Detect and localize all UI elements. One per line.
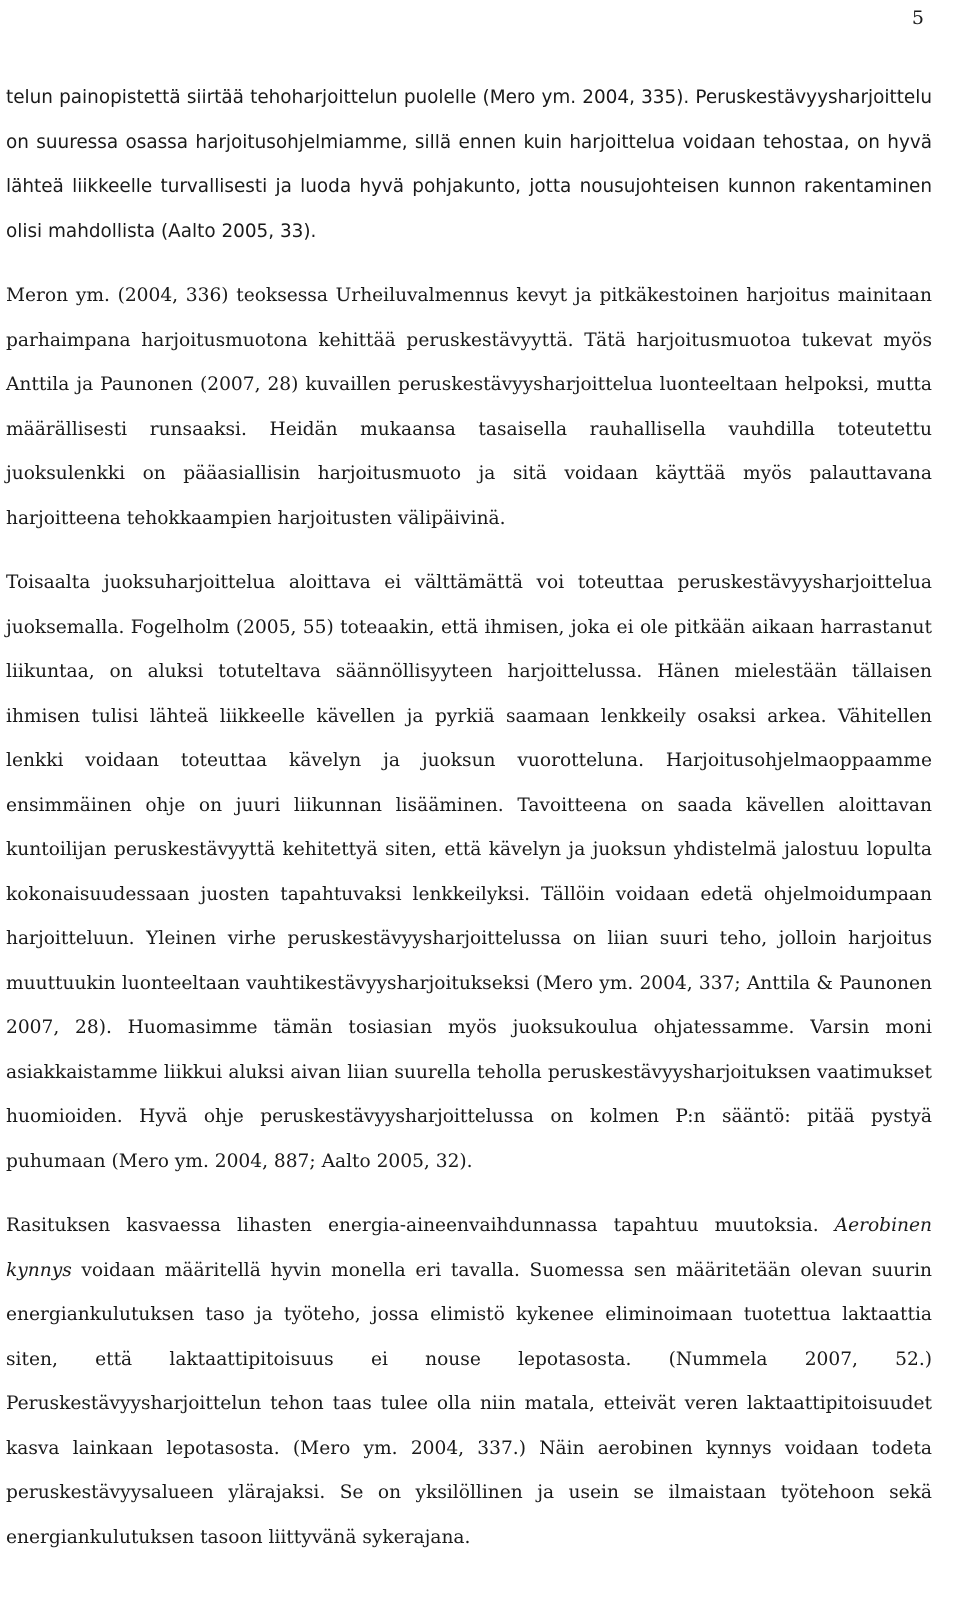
paragraph-4 — [6, 1204, 932, 1560]
paragraph-4-before: Rasituksen kasvaessa lihasten energia-aineenvaihdunnassa tapahtuu muutoksia. — [6, 1215, 835, 1236]
term-aerobinen-kynnys: Aerobinen kynnys — [6, 1215, 932, 1281]
paragraph-2: Meron ym. (2004, 336) teoksessa Urheiluvalmennus kevyt ja pitkäkestoinen harjoitus mainitaan parhaimpana harjoitusmuotona kehittää peruskestävyyttä. Tätä harjoitusmuotoa tukevat myös Anttila ja Paunonen (2007, 28) kuvaillen peruskestävyysharjoittelua luonteeltaan helpoksi, mutta määrällisesti runsaaksi. Heidän mukaansa tasaisella rauhallisella vauhdilla toteutettu juoksulenkki on pääasiallisin harjoitusmuoto ja sitä voidaan käyttää myös palauttavana harjoitteena tehokkaampien harjoitusten välipäivinä. — [6, 285, 932, 529]
document-body — [6, 76, 932, 1560]
paragraph-4-after: voidaan määritellä hyvin monella eri tavalla. Suomessa sen määritetään olevan suurin energiankulutuksen taso ja työteho, jossa elimistö kykenee eliminoimaan tuotettua laktaattia siten, että laktaattipitoisuus ei nouse lepotasosta. (Nummela 2007, 52.) Peruskestävyysharjoittelun tehon taas tulee olla niin matala, etteivät veren laktaattipitoisuudet kasva lainkaan lepotasosta. (Mero ym. 2004, 337.) Näin aerobinen kynnys voidaan todeta peruskestävyysalueen ylärajaksi. Se on yksilöllinen ja usein se ilmaistaan työtehoon sekä energiankulutuksen tasoon liittyvänä sykerajana. — [6, 1259, 932, 1548]
paragraph-1: telun painopistettä siirtää tehoharjoittelun puolelle (Mero ym. 2004, 335). Peruskestävyysharjoittelu on suuressa osassa harjoitusohjelmiamme, sillä ennen kuin harjoittelua voidaan tehostaa, on hyvä lähteä liikkeelle turvallisesti ja luoda hyvä pohjakunto, jotta nousujohteisen kunnon rakentaminen olisi mahdollista (Aalto 2005, 33). — [6, 87, 932, 242]
paragraph-3: Toisaalta juoksuharjoittelua aloittava ei välttämättä voi toteuttaa peruskestävyysharjoittelua juoksemalla. Fogelholm (2005, 55) toteaakin, että ihmisen, joka ei ole pitkään aikaan harrastanut liikuntaa, on aluksi totuteltava säännöllisyyteen harjoittelussa. Hänen mielestään tällaisen ihmisen tulisi lähteä liikkeelle kävellen ja pyrkiä saamaan lenkkeily osaksi arkea. Vähitellen lenkki voidaan toteuttaa kävelyn ja juoksun vuorotteluna. Harjoitusohjelmaoppaamme ensimmäinen ohje on juuri liikunnan lisääminen. Tavoitteena on saada kävellen aloittavan kuntoilijan peruskestävyyttä kehitettyä siten, että kävelyn ja juoksun yhdistelmä jalostuu lopulta kokonaisuudessaan juosten tapahtuvaksi lenkkeilyksi. Tällöin voidaan edetä ohjelmoidumpaan harjoitteluun. Yleinen virhe peruskestävyysharjoittelussa on liian suuri teho, jolloin harjoitus muuttuukin luonteeltaan vauhtikestävyysharjoitukseksi (Mero ym. 2004, 337; Anttila & Paunonen 2007, 28). Huomasimme tämän tosiasian myös juoksukoulua ohjatessamme. Varsin moni asiakkaistamme liikkui aluksi aivan liian suurella teholla peruskestävyysharjoituksen vaatimukset huomioiden. Hyvä ohje peruskestävyysharjoittelussa on kolmen P:n sääntö: pitää pystyä puhumaan (Mero ym. 2004, 887; Aalto 2005, 32). — [6, 572, 932, 1172]
page-number: 5 — [911, 7, 924, 29]
